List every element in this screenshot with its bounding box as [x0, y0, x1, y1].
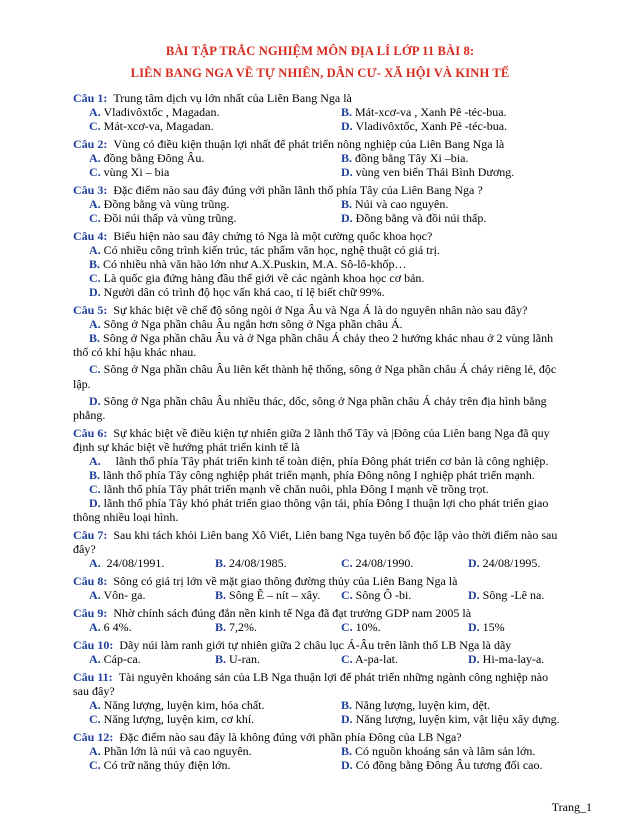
text-content: Sự khác biệt về chế độ sông ngòi ở Nga Âu và Nga Á là do nguyên nhân nào sau đây? [113, 303, 528, 317]
text-content: Sông ở Nga phần châu Âu và ở Nga phần châu Á chảy theo 2 hướng khác nhau ở 2 vùng lãnh [103, 331, 554, 345]
option-letter-label: Câu 4: [73, 229, 108, 243]
text-content: Sông ở Nga phần châu Âu nhiều thác, dốc, sông ở Nga phần châu Á chảy trên địa hình bằng [103, 394, 547, 408]
option-letter-label: D. [341, 211, 353, 225]
option-letter-label: B. [341, 744, 353, 758]
text-content: Vôn- ga. [103, 588, 146, 602]
option-letter-label: D. [89, 496, 101, 510]
title-line-1: BÀI TẬP TRẮC NGHIỆM MÔN ĐỊA LÍ LỚP 11 BÀI 8: [165, 44, 475, 58]
text-content: Tài nguyên khoáng sản của LB Nga thuận lợi để phát triển những ngành công nghiệp nào [118, 670, 549, 684]
option-letter-label: B. [215, 588, 227, 602]
question-10 [73, 638, 511, 652]
question-1 [73, 91, 352, 105]
option-letter-label: C. [341, 620, 353, 634]
option-letter-label: Câu 5: [73, 303, 108, 317]
option-letter-label: D. [89, 394, 101, 408]
question-2 [73, 137, 504, 151]
option-letter-label: C. [341, 556, 353, 570]
option-letter-label: B. [89, 257, 101, 271]
q4-option-d[interactable] [89, 285, 385, 299]
question-3 [73, 183, 483, 197]
text-content: Phần lớn là núi và cao nguyên. [103, 744, 252, 758]
question-4 [73, 229, 432, 243]
text-content: Có đồng bằng Đông Âu tương đối cao. [355, 758, 543, 772]
q10-option-b[interactable] [215, 652, 260, 666]
text-content: lãnh thổ phía Tây phát triển kinh tế toàn diện, phía Đông phát triển cơ bản là công nghiệp. [115, 454, 549, 468]
text-content: 7,2%. [229, 620, 258, 634]
option-letter-label: C. [341, 588, 353, 602]
text-content: Đồng bằng và vùng trũng. [103, 197, 230, 211]
option-letter-label: C. [89, 758, 101, 772]
text-content: 24/08/1991. [106, 556, 165, 570]
q5-option-d-cont: phẳng. [73, 408, 106, 422]
option-letter-label: B. [341, 105, 353, 119]
question-11-cont: sau đây? [73, 684, 115, 698]
text-content: lãnh thổ phía Tây công nghiệp phát triển mạnh, phía Đông nông I nghiệp phát triển mạnh. [103, 468, 535, 482]
question-11 [73, 670, 548, 684]
option-letter-label: A. [89, 588, 101, 602]
q2-option-b[interactable] [341, 151, 468, 165]
text-content: 15% [482, 620, 505, 634]
text-content: Sự khác biệt về điều kiện tự nhiên giữa 2 lãnh thổ Tây và |Đông của Liên bang Nga đã quy [113, 426, 550, 440]
option-letter-label: A. [89, 744, 101, 758]
text-content: Đồi núi thấp và vùng trũng. [103, 211, 237, 225]
q10-option-c[interactable] [341, 652, 398, 666]
text-content: Sông Ê – nít – xây. [229, 588, 321, 602]
question-6-cont: định sự khác biệt về hướng phát triển kinh tế là [73, 440, 300, 454]
q12-option-d[interactable] [341, 758, 543, 772]
text-content: 10%. [355, 620, 381, 634]
text-content: Có nhiều công trình kiến trúc, tác phẩm văn học, nghệ thuật có giá trị. [103, 243, 440, 257]
text-content: 6 4%. [103, 620, 132, 634]
text-content: Vùng có điều kiện thuận lợi nhất để phát triển nông nghiệp của Liên Bang Nga là [113, 137, 505, 151]
text-content: Nhờ chính sách đúng đắn nền kinh tế Nga đã đạt trưởng GDP nam 2005 là [113, 606, 472, 620]
option-letter-label: D. [341, 712, 353, 726]
q12-option-a[interactable] [89, 744, 252, 758]
q5-option-d[interactable] [89, 394, 547, 408]
text-content: Đồng bằng và đồi núi thấp. [355, 211, 487, 225]
option-letter-label: Câu 10: [73, 638, 114, 652]
option-letter-label: C. [89, 271, 101, 285]
text-content: 24/08/1990. [355, 556, 414, 570]
q8-option-d[interactable] [468, 588, 544, 602]
option-letter-label: Câu 8: [73, 574, 108, 588]
text-content: Là quốc gia đứng hàng đầu thế giới về các ngành khoa học cơ bản. [103, 271, 425, 285]
q3-option-c[interactable] [89, 211, 236, 225]
option-letter-label: C. [89, 712, 101, 726]
q12-option-b[interactable] [341, 744, 535, 758]
option-letter-label: A. [89, 652, 101, 666]
text-content: Đặc điểm nào sau đây là không đúng với phần phía Đông của LB Nga? [119, 730, 462, 744]
option-letter-label: A. [89, 197, 101, 211]
option-letter-label: D. [468, 556, 480, 570]
option-letter-label: D. [341, 165, 353, 179]
text-content: đồng bằng Đông Âu. [103, 151, 205, 165]
option-letter-label: Câu 3: [73, 183, 108, 197]
option-letter-label: A. [89, 620, 101, 634]
text-content: Năng lượng, luyện kim, hóa chất. [103, 698, 265, 712]
q8-option-a[interactable] [89, 588, 145, 602]
q2-option-a[interactable] [89, 151, 204, 165]
text-content: lãnh thổ phía Tây khó phát triển giao thông vận tải, phía Đông I thuận lợi cho phát triển giao [103, 496, 549, 510]
question-8 [73, 574, 457, 588]
q2-option-d[interactable] [341, 165, 514, 179]
option-letter-label: C. [89, 211, 101, 225]
text-content: vùng ven biển Thái Bình Dương. [355, 165, 515, 179]
option-letter-label: A. [89, 105, 101, 119]
text-content: Mát-xcơ-va , Xanh Pê -téc-bua. [355, 105, 507, 119]
option-letter-label: D. [468, 588, 480, 602]
q7-option-c[interactable] [341, 556, 413, 570]
text-content: Mát-xcơ-va, Magadan. [103, 119, 214, 133]
q6-option-a[interactable] [89, 454, 548, 468]
text-content: Biểu hiện nào sau đây chứng tỏ Nga là một cường quốc khoa học? [113, 229, 433, 243]
q7-option-b[interactable] [215, 556, 287, 570]
q2-option-c[interactable] [89, 165, 169, 179]
text-content: Vladivôxtốc, Xanh Pê -téc-bua. [355, 119, 508, 133]
text-content: A-pa-lat. [355, 652, 398, 666]
option-letter-label: B. [215, 652, 227, 666]
option-letter-label: B. [215, 556, 227, 570]
option-letter-label: C. [341, 652, 353, 666]
q5-option-b-cont: thổ có khí hậu khác nhau. [73, 345, 197, 359]
option-letter-label: D. [341, 758, 353, 772]
question-9 [73, 606, 471, 620]
option-letter-label: A. [89, 454, 101, 468]
q8-option-b[interactable] [215, 588, 320, 602]
option-letter-label: B. [89, 331, 101, 345]
option-letter-label: Câu 1: [73, 91, 108, 105]
q9-option-a[interactable] [89, 620, 132, 634]
q1-option-a[interactable] [89, 105, 219, 119]
question-7-cont: đây? [73, 542, 96, 556]
text-content: đồng bằng Tây Xi –bia. [355, 151, 469, 165]
q6-option-c[interactable] [89, 482, 489, 496]
text-content: Năng lượng, luyện kim, cơ khí. [103, 712, 255, 726]
text-content: vùng Xi – bia [103, 165, 170, 179]
option-letter-label: D. [89, 285, 101, 299]
q6-option-b[interactable] [89, 468, 535, 482]
q9-option-b[interactable] [215, 620, 257, 634]
text-content: Hi-ma-lay-a. [482, 652, 545, 666]
question-12 [73, 730, 462, 744]
q1-option-d[interactable] [341, 119, 507, 133]
q5-option-c[interactable] [89, 362, 556, 376]
text-content: Người dân có trình độ học vấn khá cao, tỉ lệ biết chữ 99%. [103, 285, 385, 299]
q5-option-b[interactable] [89, 331, 553, 345]
q7-option-a[interactable] [89, 556, 164, 570]
q8-option-c[interactable] [341, 588, 411, 602]
q1-option-c[interactable] [89, 119, 214, 133]
text-content: Vladivôxtốc , Magadan. [103, 105, 220, 119]
text-content: Cáp-ca. [103, 652, 141, 666]
q4-option-b[interactable] [89, 257, 407, 271]
option-letter-label: C. [89, 119, 101, 133]
q6-option-d[interactable] [89, 496, 548, 510]
q6-option-d-cont: thông nhiều loại hình. [73, 510, 179, 524]
text-content: U-ran. [229, 652, 260, 666]
option-letter-label: Câu 11: [73, 670, 113, 684]
text-content: Có nhiều nhà văn hào lớn như A.X.Puskin, M.A. Sô-lô-khốp… [103, 257, 407, 271]
text-content: 24/08/1985. [229, 556, 287, 570]
q5-option-a[interactable] [89, 317, 403, 331]
q9-option-c[interactable] [341, 620, 381, 634]
q9-option-d[interactable] [468, 620, 505, 634]
text-content: Sông -Lê na. [482, 588, 545, 602]
q3-option-b[interactable] [341, 197, 448, 211]
option-letter-label: B. [341, 698, 353, 712]
option-letter-label: A. [89, 556, 101, 570]
option-letter-label: A. [89, 698, 101, 712]
option-letter-label: A. [89, 317, 101, 331]
option-letter-label: Câu 7: [73, 528, 108, 542]
text-content: Trung tâm dịch vụ lớn nhất của Liên Bang Nga là [113, 91, 352, 105]
q11-option-b[interactable] [341, 698, 490, 712]
text-content: Đặc điểm nào sau đây đúng với phần lãnh thổ phía Tây của Liên Bang Nga ? [113, 183, 483, 197]
q3-option-a[interactable] [89, 197, 229, 211]
option-letter-label: A. [89, 151, 101, 165]
option-letter-label: Câu 2: [73, 137, 108, 151]
option-letter-label: B. [341, 151, 353, 165]
text-content: Năng lượng, luyện kim, dệt. [355, 698, 491, 712]
option-letter-label: D. [468, 620, 480, 634]
question-6 [73, 426, 550, 440]
title-line-2: LIÊN BANG NGA VỀ TỰ NHIÊN, DÂN CƯ- XÃ HỘI VÀ KINH TẾ [130, 66, 510, 80]
q10-option-d[interactable] [468, 652, 544, 666]
option-letter-label: B. [215, 620, 227, 634]
q7-option-d[interactable] [468, 556, 540, 570]
option-letter-label: Câu 6: [73, 426, 108, 440]
text-content: Sông Ô -bi. [355, 588, 412, 602]
q11-option-c[interactable] [89, 712, 254, 726]
option-letter-label: D. [341, 119, 353, 133]
q1-option-b[interactable] [341, 105, 507, 119]
option-letter-label: A. [89, 243, 101, 257]
option-letter-label: Câu 9: [73, 606, 108, 620]
option-letter-label: D. [468, 652, 480, 666]
option-letter-label: Câu 12: [73, 730, 114, 744]
text-content: Dãy núi làm ranh giới tự nhiên giữa 2 châu lục Á-Âu trên lãnh thổ LB Nga là dãy [119, 638, 512, 652]
q11-option-a[interactable] [89, 698, 265, 712]
option-letter-label: C. [89, 165, 101, 179]
option-letter-label: B. [89, 468, 101, 482]
q11-option-d[interactable] [341, 712, 560, 726]
text-content: Năng lượng, luyện kim, vật liệu xây dựng. [355, 712, 560, 726]
text-content: Sông có giá trị lớn về mặt giao thông đường thủy của Liên Bang Nga là [113, 574, 458, 588]
question-7 [73, 528, 557, 542]
text-content: Có trữ năng thủy điện lớn. [103, 758, 231, 772]
option-letter-label: C. [89, 482, 101, 496]
q10-option-a[interactable] [89, 652, 141, 666]
q3-option-d[interactable] [341, 211, 486, 225]
page-number: Trang_1 [551, 800, 592, 814]
q4-option-a[interactable] [89, 243, 440, 257]
option-letter-label: B. [341, 197, 353, 211]
text-content: Sông ở Nga phần châu Âu liên kết thành hệ thống, sông ở Nga phần châu Á chảy riêng lẻ, độc [103, 362, 557, 376]
text-content: lãnh thổ phía Tây phát triển mạnh về chăn nuôi, phla Đông I mạnh về trồng trọt. [103, 482, 489, 496]
text-content: Núi và cao nguyên. [355, 197, 449, 211]
text-content: Có nguồn khoáng sản và lâm sản lớn. [355, 744, 536, 758]
text-content: Sau khi tách khỏi Liên bang Xô Viết, Liên bang Nga tuyên bố độc lập vào thời điểm nào sau [113, 528, 558, 542]
q5-option-c-cont: lập. [73, 377, 91, 391]
text-content: 24/08/1995. [482, 556, 541, 570]
option-letter-label: C. [89, 362, 101, 376]
q4-option-c[interactable] [89, 271, 424, 285]
text-content: Sông ở Nga phần châu Âu ngắn hơn sông ở Nga phần châu Á. [103, 317, 403, 331]
q12-option-c[interactable] [89, 758, 231, 772]
question-5 [73, 303, 527, 317]
